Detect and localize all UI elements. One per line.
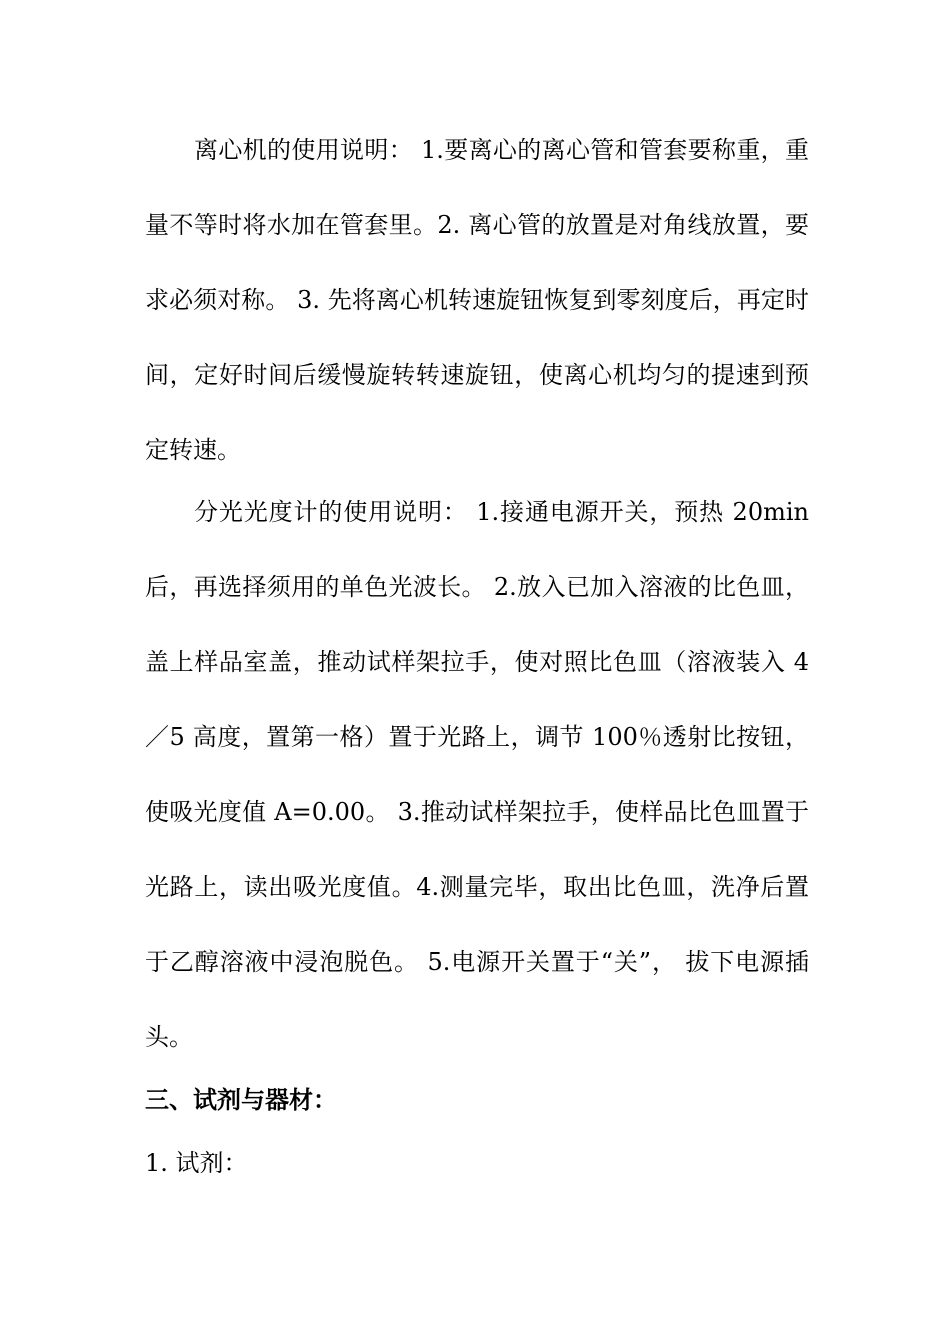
spectrophotometer-instructions-paragraph: 分光光度计的使用说明： 1.接通电源开关，预热 20min后，再选择须用的单色光波长。 2.放入已加入溶液的比色皿，盖上样品室盖，推动试样架拉手，使对照比色皿（溶液装入 4／5 高度，置第一格）置于光路上，调节 100％透射比按钮，使吸光度值 A=0.00。 3.推动试样架拉手，使样品比色皿置于光路上，读出吸光度值。4.测量完毕，取出比色皿，洗净后置于乙醇溶液中浸泡脱色。 5.电源开关置于“关”， 拔下电源插头。 (145, 498, 809, 1051)
subheading-reagents: 1. 试剂： (145, 1149, 248, 1177)
centrifuge-instructions-paragraph: 离心机的使用说明： 1.要离心的离心管和管套要称重，重量不等时将水加在管套里。2. 离心管的放置是对角线放置，要求必须对称。 3. 先将离心机转速旋钮恢复到零刻度后，再定时间，定好时间后缓慢旋转转速旋钮，使离心机均匀的提速到预定转速。 (145, 136, 809, 464)
section-heading-reagents-equipment: 三、试剂与器材： (145, 1085, 337, 1114)
